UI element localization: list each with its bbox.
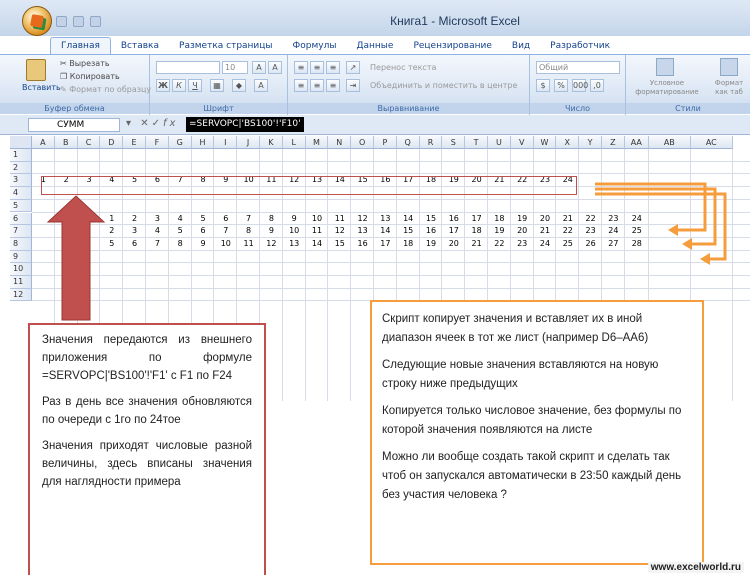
align-left-button[interactable]: ≡ (294, 79, 308, 92)
cell-U6[interactable]: 18 (494, 213, 505, 223)
row-header-5[interactable]: 5 (10, 200, 32, 213)
cut-label: Вырезать (69, 59, 110, 68)
styles-group (626, 55, 750, 115)
column-header-R[interactable]: R (420, 136, 443, 149)
cell-U8[interactable]: 22 (494, 238, 505, 248)
font-name-select[interactable] (156, 61, 220, 74)
cell-W6[interactable]: 20 (539, 213, 551, 223)
align-bottom-button[interactable]: ≡ (326, 61, 340, 74)
gridline (32, 199, 750, 200)
tab-insert[interactable]: Вставка (120, 41, 160, 51)
gridline (32, 262, 750, 263)
formula-bar (0, 115, 750, 135)
formula-icons: ▾ ✕✓fx (126, 118, 179, 129)
align-top-button[interactable]: ≡ (294, 61, 308, 74)
cell-P6[interactable]: 13 (380, 213, 391, 223)
note-left-p1: Значения передаются из внешнего приложения по формуле =SERVOPC|'BS100'!'F1' с F1 по F24 (42, 334, 252, 382)
cell-L7[interactable]: 10 (289, 226, 300, 236)
note-right-p4: Можно ли вообще создать такой скрипт и сделать так чтоб он запускался автоматически в 23:50 каждый день без участия человека ? (382, 451, 682, 501)
column-header-A[interactable]: A (32, 136, 55, 149)
paste-icon[interactable] (26, 59, 46, 81)
cell-G8[interactable]: 8 (177, 238, 183, 248)
paste-button[interactable]: Вставить (22, 83, 61, 92)
cell-F8[interactable]: 7 (154, 238, 160, 248)
row-header-10[interactable]: 10 (10, 263, 32, 276)
cell-N7[interactable]: 12 (334, 226, 345, 236)
tab-formulas[interactable]: Формулы (292, 41, 337, 51)
cell-G7[interactable]: 5 (177, 226, 183, 236)
cell-M8[interactable]: 14 (311, 238, 323, 248)
column-header-B[interactable]: B (55, 136, 78, 149)
font-color-button[interactable]: A (254, 79, 268, 92)
column-header-X[interactable]: X (556, 136, 579, 149)
cell-D3[interactable]: 4 (109, 175, 115, 185)
cell-Z8[interactable]: 27 (608, 238, 619, 248)
thousands-button[interactable]: 000 (573, 81, 589, 90)
format-table-icon[interactable] (720, 58, 738, 76)
cell-P7[interactable]: 14 (380, 226, 391, 236)
cell-J8[interactable]: 11 (243, 238, 254, 248)
row-header-9[interactable]: 9 (10, 251, 32, 264)
column-header-D[interactable]: D (100, 136, 123, 149)
cell-V7[interactable]: 20 (517, 226, 528, 236)
column-header-T[interactable]: T (465, 136, 488, 149)
row-header-4[interactable]: 4 (10, 187, 32, 200)
cell-K8[interactable]: 12 (266, 238, 277, 248)
note-right-p3: Копируется только числовое значение, без формулы по которой значения появляются на листе (382, 405, 682, 436)
font-group (150, 55, 288, 115)
copy-button[interactable]: ❐ Копировать (60, 72, 120, 81)
note-right (370, 300, 704, 565)
cell-O8[interactable]: 16 (357, 238, 368, 248)
cell-X3[interactable]: 24 (562, 175, 573, 185)
cell-I8[interactable]: 10 (220, 238, 231, 248)
column-header-M[interactable]: M (306, 136, 329, 149)
gridline (32, 275, 750, 276)
cell-G3[interactable]: 7 (177, 175, 183, 185)
cell-I7[interactable]: 7 (223, 226, 229, 236)
cell-G6[interactable]: 4 (177, 213, 183, 223)
cell-E3[interactable]: 5 (132, 175, 138, 185)
cell-O3[interactable]: 15 (357, 175, 368, 185)
column-header-J[interactable]: J (237, 136, 260, 149)
ribbon (0, 54, 750, 114)
conditional-format-button[interactable]: Условное форматирование (635, 79, 699, 96)
note-left-p2: Раз в день все значения обновляются по очереди с 1го по 24тое (42, 396, 252, 426)
cut-button[interactable]: ✂ Вырезать (60, 59, 110, 68)
wrap-text-button[interactable]: Перенос текста (370, 63, 437, 72)
number-format-select[interactable]: Общий (536, 61, 620, 74)
cell-I6[interactable]: 6 (223, 213, 229, 223)
shrink-font-button[interactable]: A (268, 61, 282, 74)
cell-B3[interactable]: 2 (63, 175, 69, 185)
align-middle-button[interactable]: ≡ (310, 61, 324, 74)
cell-P8[interactable]: 17 (380, 238, 391, 248)
cell-T8[interactable]: 21 (471, 238, 482, 248)
cell-N8[interactable]: 15 (334, 238, 345, 248)
column-header-S[interactable]: S (442, 136, 465, 149)
cell-Y7[interactable]: 23 (585, 226, 596, 236)
cell-R8[interactable]: 19 (425, 238, 437, 248)
cell-E7[interactable]: 3 (132, 226, 138, 236)
clipboard-label: Буфер обмена (0, 103, 149, 114)
format-painter-button[interactable]: ✎ Формат по образцу (60, 85, 152, 94)
column-header-Z[interactable]: Z (602, 136, 625, 149)
column-header-N[interactable]: N (328, 136, 351, 149)
column-header-AB[interactable]: AB (649, 136, 691, 149)
column-header-C[interactable]: C (78, 136, 101, 149)
cell-V8[interactable]: 23 (517, 238, 528, 248)
cell-N6[interactable]: 11 (334, 213, 345, 223)
cell-X7[interactable]: 22 (562, 226, 573, 236)
column-header-H[interactable]: H (192, 136, 215, 149)
cell-M3[interactable]: 13 (311, 175, 323, 185)
cell-D6[interactable]: 1 (109, 213, 115, 223)
cell-X8[interactable]: 25 (562, 238, 573, 248)
cell-Z7[interactable]: 24 (608, 226, 619, 236)
row-header-1[interactable]: 1 (10, 149, 32, 162)
styles-label: Стили (626, 103, 750, 114)
name-box[interactable]: СУММ (28, 118, 120, 132)
select-all-corner[interactable] (10, 136, 32, 149)
column-header-P[interactable]: P (374, 136, 397, 149)
underline-button[interactable]: Ч (188, 79, 202, 92)
cell-X6[interactable]: 21 (562, 213, 573, 223)
cell-E8[interactable]: 6 (132, 238, 138, 248)
cell-H7[interactable]: 6 (200, 226, 206, 236)
cell-U7[interactable]: 19 (494, 226, 505, 236)
column-header-K[interactable]: K (260, 136, 283, 149)
cell-D8[interactable]: 5 (109, 238, 115, 248)
cell-K7[interactable]: 9 (268, 226, 274, 236)
column-header-G[interactable]: G (169, 136, 192, 149)
cell-T6[interactable]: 17 (471, 213, 482, 223)
currency-button[interactable]: $ (536, 79, 550, 92)
cell-O6[interactable]: 12 (357, 213, 368, 223)
cell-T7[interactable]: 18 (471, 226, 482, 236)
cell-R3[interactable]: 18 (425, 175, 437, 185)
column-header-U[interactable]: U (488, 136, 511, 149)
column-header-AA[interactable]: AA (625, 136, 649, 149)
row-header-2[interactable]: 2 (10, 162, 32, 175)
column-header-V[interactable]: V (511, 136, 534, 149)
cancel-icon[interactable]: ✕ (140, 118, 152, 129)
bold-button[interactable]: Ж (156, 79, 170, 92)
indent-button[interactable]: ⇥ (346, 79, 360, 92)
cell-P3[interactable]: 16 (380, 175, 391, 185)
font-size-select[interactable]: 10 (222, 61, 248, 74)
column-header-F[interactable]: F (146, 136, 169, 149)
row-header-12[interactable]: 12 (10, 289, 32, 302)
tab-developer[interactable]: Разработчик (550, 41, 611, 51)
cell-S6[interactable]: 16 (448, 213, 459, 223)
column-header-L[interactable]: L (283, 136, 306, 149)
cell-Q3[interactable]: 17 (403, 175, 414, 185)
ribbon-tabs (50, 36, 620, 54)
cell-O7[interactable]: 13 (357, 226, 368, 236)
fill-color-button[interactable]: ◆ (232, 79, 246, 92)
watermark: www.excelworld.ru (648, 562, 744, 573)
cell-M6[interactable]: 10 (311, 213, 323, 223)
cell-L8[interactable]: 13 (289, 238, 300, 248)
cell-J7[interactable]: 8 (246, 226, 252, 236)
row-header-7[interactable]: 7 (10, 225, 32, 238)
alignment-label: Выравнивание (288, 103, 529, 114)
borders-button[interactable]: ▦ (210, 79, 224, 92)
tab-page-layout[interactable]: Разметка страницы (179, 41, 273, 51)
gridline (32, 161, 750, 162)
enter-icon[interactable]: ✓ (151, 118, 163, 129)
number-group (530, 55, 626, 115)
column-header-E[interactable]: E (123, 136, 146, 149)
grow-font-button[interactable]: A (252, 61, 266, 74)
italic-button[interactable]: К (172, 79, 186, 92)
cell-M7[interactable]: 11 (311, 226, 323, 236)
cell-H3[interactable]: 8 (200, 175, 206, 185)
tab-review[interactable]: Рецензирование (413, 41, 492, 51)
cell-H6[interactable]: 5 (200, 213, 206, 223)
cell-E6[interactable]: 2 (132, 213, 138, 223)
clipboard-group (0, 55, 150, 115)
orientation-button[interactable]: ↗ (346, 61, 360, 74)
column-header-W[interactable]: W (534, 136, 557, 149)
row-header-11[interactable]: 11 (10, 276, 32, 289)
cell-W7[interactable]: 21 (539, 226, 551, 236)
column-header-AC[interactable]: AC (691, 136, 733, 149)
note-right-p1: Скрипт копирует значения и вставляет их в иной диапазон ячеек в тот же лист (например D6–AA6) (382, 313, 649, 344)
fx-icon[interactable]: fx (162, 118, 179, 129)
cell-V3[interactable]: 22 (517, 175, 528, 185)
cell-AA7[interactable]: 25 (631, 226, 642, 236)
format-painter-label: Формат по образцу (69, 85, 152, 94)
merge-center-button[interactable]: Объединить и поместить в центре (370, 81, 518, 90)
cell-H8[interactable]: 9 (200, 238, 206, 248)
alignment-group (288, 55, 530, 115)
gridline (32, 288, 750, 289)
cell-U3[interactable]: 21 (494, 175, 505, 185)
column-header-Y[interactable]: Y (579, 136, 602, 149)
cell-AA8[interactable]: 28 (631, 238, 642, 248)
cell-F7[interactable]: 4 (154, 226, 160, 236)
increase-decimal-button[interactable]: ,0 (590, 79, 604, 92)
tab-view[interactable]: Вид (511, 41, 531, 51)
window-title: Книга1 - Microsoft Excel (390, 14, 520, 28)
cell-Q7[interactable]: 15 (403, 226, 414, 236)
copy-label: Копировать (69, 72, 120, 81)
cell-S3[interactable]: 19 (448, 175, 459, 185)
cell-R7[interactable]: 16 (425, 226, 437, 236)
cell-K3[interactable]: 11 (266, 175, 277, 185)
cell-C3[interactable]: 3 (86, 175, 92, 185)
column-header-Q[interactable]: Q (397, 136, 420, 149)
row3-highlight (41, 176, 577, 195)
column-header-I[interactable]: I (214, 136, 237, 149)
cell-J6[interactable]: 7 (246, 213, 252, 223)
cell-A3[interactable]: 1 (40, 175, 46, 185)
cell-W3[interactable]: 23 (539, 175, 551, 185)
note-left (28, 323, 266, 575)
percent-button[interactable]: % (554, 79, 568, 92)
cell-L6[interactable]: 9 (291, 213, 297, 223)
format-table-button[interactable]: Формат как таб (714, 79, 744, 96)
cell-K6[interactable]: 8 (268, 213, 274, 223)
row-header-3[interactable]: 3 (10, 174, 32, 187)
title-bar (0, 0, 750, 36)
cell-Q8[interactable]: 18 (403, 238, 414, 248)
cell-D7[interactable]: 2 (109, 226, 115, 236)
number-label: Число (530, 103, 625, 114)
cell-I3[interactable]: 9 (223, 175, 229, 185)
cell-T3[interactable]: 20 (471, 175, 482, 185)
cell-V6[interactable]: 19 (517, 213, 528, 223)
row-header-6[interactable]: 6 (10, 213, 32, 226)
cell-Z6[interactable]: 23 (608, 213, 619, 223)
column-header-O[interactable]: O (351, 136, 374, 149)
align-center-button[interactable]: ≡ (310, 79, 324, 92)
cell-N3[interactable]: 14 (334, 175, 345, 185)
note-right-p2: Следующие новые значения вставляются на новую строку ниже предыдущих (382, 359, 659, 390)
cell-L3[interactable]: 12 (289, 175, 300, 185)
tab-data[interactable]: Данные (356, 41, 394, 51)
align-right-button[interactable]: ≡ (326, 79, 340, 92)
cell-S8[interactable]: 20 (448, 238, 459, 248)
cell-F3[interactable]: 6 (154, 175, 160, 185)
cell-J3[interactable]: 10 (243, 175, 254, 185)
formula-input[interactable]: =SERVOPC|'BS100'!'F10' (186, 117, 304, 132)
cell-Q6[interactable]: 14 (403, 213, 414, 223)
cell-W8[interactable]: 24 (539, 238, 551, 248)
conditional-format-icon[interactable] (656, 58, 674, 76)
cell-Y8[interactable]: 26 (585, 238, 596, 248)
cell-R6[interactable]: 15 (425, 213, 437, 223)
font-label: Шрифт (150, 103, 287, 114)
cell-Y6[interactable]: 22 (585, 213, 596, 223)
row-header-8[interactable]: 8 (10, 238, 32, 251)
cell-F6[interactable]: 3 (154, 213, 160, 223)
note-left-p3: Значения приходят числовые разной величины, здесь вписаны значения для наглядности примера (42, 440, 252, 488)
cell-S7[interactable]: 17 (448, 226, 459, 236)
tab-home[interactable]: Главная (50, 37, 111, 54)
cell-AA6[interactable]: 24 (631, 213, 642, 223)
